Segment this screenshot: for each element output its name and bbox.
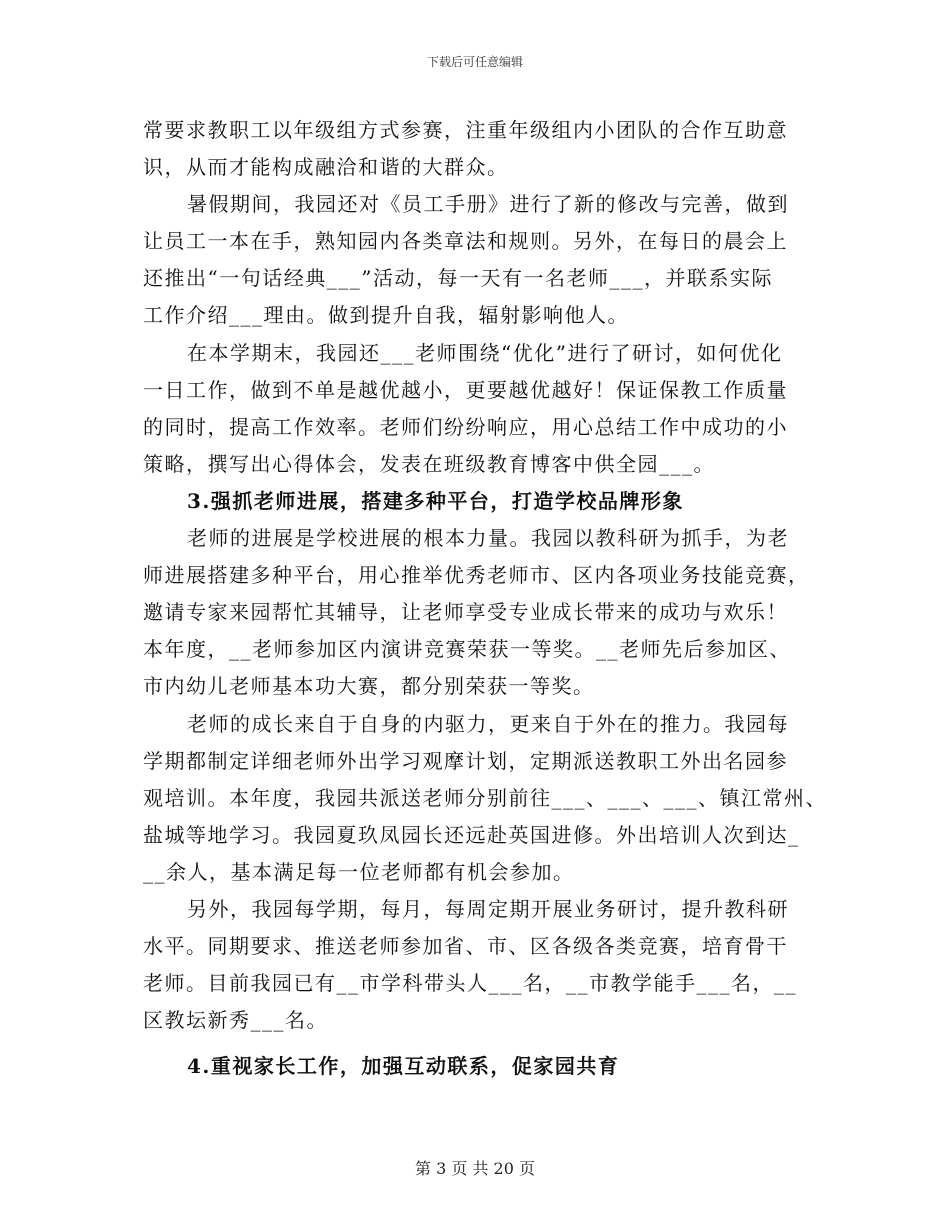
section-heading-3: 3.强抓老师进展，搭建多种平台，打造学校品牌形象 (187, 488, 684, 513)
text-line: 本年度，__老师参加区内演讲竞赛荣获一等奖。__老师先后参加区、 (143, 637, 791, 662)
text-line: 一日工作，做到不单是越优越小，更要越优越好！保证保教工作质量 (143, 377, 788, 402)
text-line: 观培训。本年度，我园共派送老师分别前往___、___、___、镇江常州、 (143, 785, 827, 810)
text-line: 还推出“一句话经典___”活动，每一天有一名老师___，并联系实际 (143, 266, 773, 291)
text-line: 邀请专家来园帮忙其辅导，让老师享受专业成长带来的成功与欢乐！ (143, 600, 788, 625)
paragraph-start: 在本学期末，我园还___老师围绕“优化”进行了研讨，如何优化 (187, 340, 783, 365)
text-line: 的同时，提高工作效率。老师们纷纷响应，用心总结工作中成功的小 (143, 414, 788, 439)
text-line: 市内幼儿老师基本功大赛，都分别荣获一等奖。 (143, 674, 595, 699)
text-line: 识，从而才能构成融洽和谐的大群众。 (143, 155, 509, 180)
paragraph-start: 老师的成长来自于自身的内驱力，更来自于外在的推力。我园每 (187, 711, 789, 736)
document-body (143, 112, 827, 1085)
paragraph-start: 老师的进展是学校进展的根本力量。我园以教科研为抓手，为老 (187, 526, 789, 551)
text-line: 水平。同期要求、推送老师参加省、市、区各级各类竞赛，培育骨干 (143, 934, 788, 959)
text-line: 师进展搭建多种平台，用心推举优秀老师市、区内各项业务技能竞赛， (143, 563, 810, 588)
page-header: 下载后可任意编辑 (426, 55, 523, 69)
section-heading-4: 4.重视家长工作，加强互动联系，促家园共育 (187, 1054, 620, 1079)
paragraph-start: 另外，我园每学期，每月，每周定期开展业务研讨，提升教科研 (187, 896, 789, 921)
page-footer: 第 3 页 共 20 页 (415, 1159, 535, 1178)
paragraph-start: 暑假期间，我园还对《员工手册》进行了新的修改与完善，做到 (187, 192, 789, 217)
text-line: 学期都制定详细老师外出学习观摩计划，定期派送教职工外出名园参 (143, 748, 788, 773)
text-line: 常要求教职工以年级组方式参赛，注重年级组内小团队的合作互助意 (143, 118, 788, 142)
text-line: 老师。目前我园已有__市学科带头人___名，__市教学能手___名，__ (143, 971, 797, 996)
text-line: 策略，撰写出心得体会，发表在班级教育博客中供全园___。 (143, 451, 715, 476)
text-line: 工作介绍___理由。做到提升自我，辐射影响他人。 (143, 303, 629, 328)
text-line: __余人，基本满足每一位老师都有机会参加。 (143, 859, 575, 884)
text-line: 区教坛新秀___名。 (143, 1008, 328, 1033)
text-line: 让员工一本在手，熟知园内各类章法和规则。另外，在每日的晨会上 (143, 229, 788, 254)
text-line: 盐城等地学习。我园夏玖凤园长还远赴英国进修。外出培训人次到达_ (143, 822, 800, 847)
